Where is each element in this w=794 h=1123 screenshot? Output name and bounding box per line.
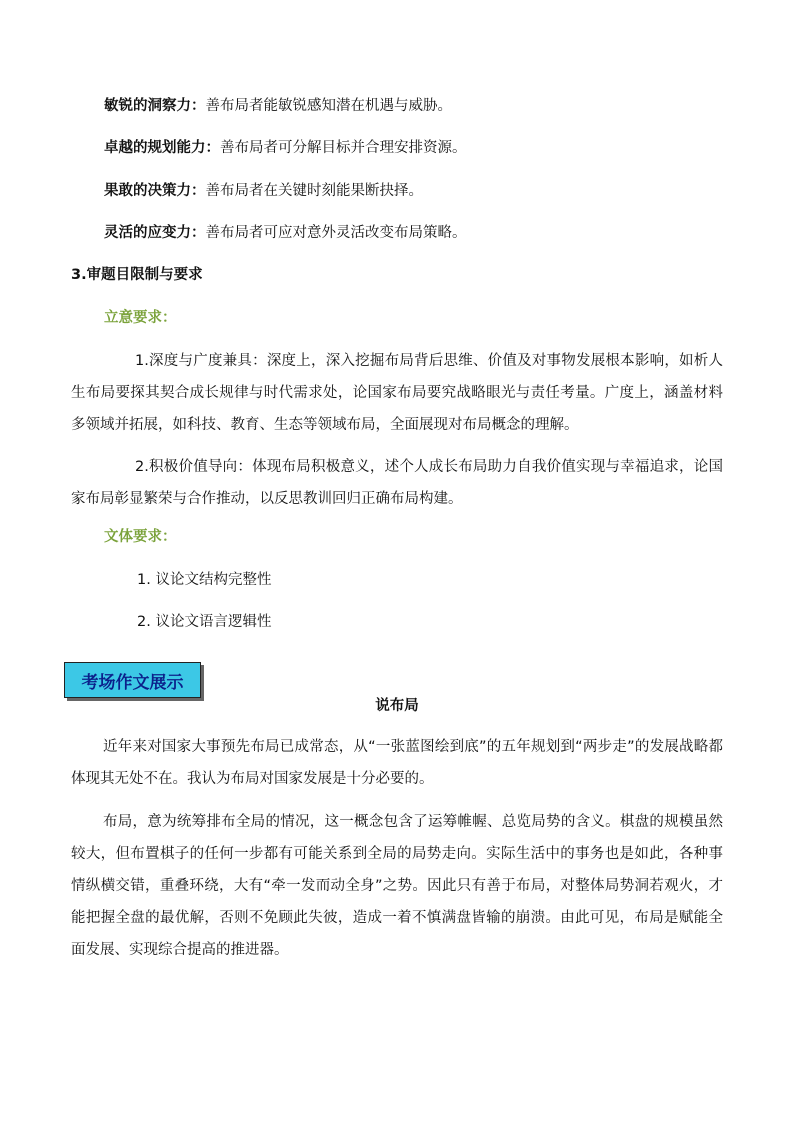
ability-line bbox=[104, 96, 452, 116]
intent-heading: 立意要求： bbox=[104, 310, 177, 326]
ability-text: 善布局者在关键时刻能果断抉择。 bbox=[205, 183, 423, 199]
ability-label: 灵活的应变力： bbox=[104, 225, 206, 241]
ability-text: 善布局者可应对意外灵活改变布局策略。 bbox=[205, 225, 467, 241]
ability-text: 善布局者可分解目标并合理安排资源。 bbox=[220, 140, 467, 156]
style-item: 2. 议论文语言逻辑性 bbox=[137, 614, 272, 630]
ability-text: 善布局者能敏锐感知潜在机遇与威胁。 bbox=[205, 98, 452, 114]
ability-line bbox=[104, 138, 467, 158]
ability-label: 敏锐的洞察力： bbox=[104, 98, 206, 114]
style-item: 1. 议论文结构完整性 bbox=[137, 572, 272, 588]
essay-paragraph-1: 近年来对国家大事预先布局已成常态，从“一张蓝图绘到底”的五年规划到“两步走”的发展战略都体现其无处不在。我认为布局对国家发展是十分必要的。 bbox=[71, 739, 723, 787]
ability-line bbox=[104, 223, 467, 243]
ability-label: 果敢的决策力： bbox=[104, 183, 206, 199]
section-heading: 3.审题目限制与要求 bbox=[71, 267, 203, 283]
ability-label: 卓越的规划能力： bbox=[104, 140, 220, 156]
style-heading: 文体要求： bbox=[104, 529, 177, 545]
essay-title: 说布局 bbox=[375, 698, 419, 714]
section-banner: 考场作文展示 bbox=[64, 662, 201, 698]
ability-line bbox=[104, 181, 423, 201]
intent-paragraph-2: 2.积极价值导向：体现布局积极意义，述个人成长布局助力自我价值实现与幸福追求，论国家布局彰显繁荣与合作推动，以反思教训回归正确布局构建。 bbox=[71, 459, 723, 507]
essay-paragraph-2: 布局，意为统筹排布全局的情况，这一概念包含了运筹帷幄、总览局势的含义。棋盘的规模虽然较大，但布置棋子的任何一步都有可能关系到全局的局势走向。实际生活中的事务也是如此，各种事情纵横交错，重叠环绕，大有“牵一发而动全身”之势。因此只有善于布局，对整体局势洞若观火，才能把握全盘的最优解，否则不免顾此失彼，造成一着不慎满盘皆输的崩溃。由此可见，布局是赋能全面发展、实现综合提高的推进器。 bbox=[71, 814, 723, 958]
intent-paragraph-1: 1.深度与广度兼具：深度上，深入挖掘布局背后思维、价值及对事物发展根本影响，如析人生布局要探其契合成长规律与时代需求处，论国家布局要究战略眼光与责任考量。广度上，涵盖材料多领域并拓展，如科技、教育、生态等领域布局，全面展现对布局概念的理解。 bbox=[71, 353, 723, 433]
